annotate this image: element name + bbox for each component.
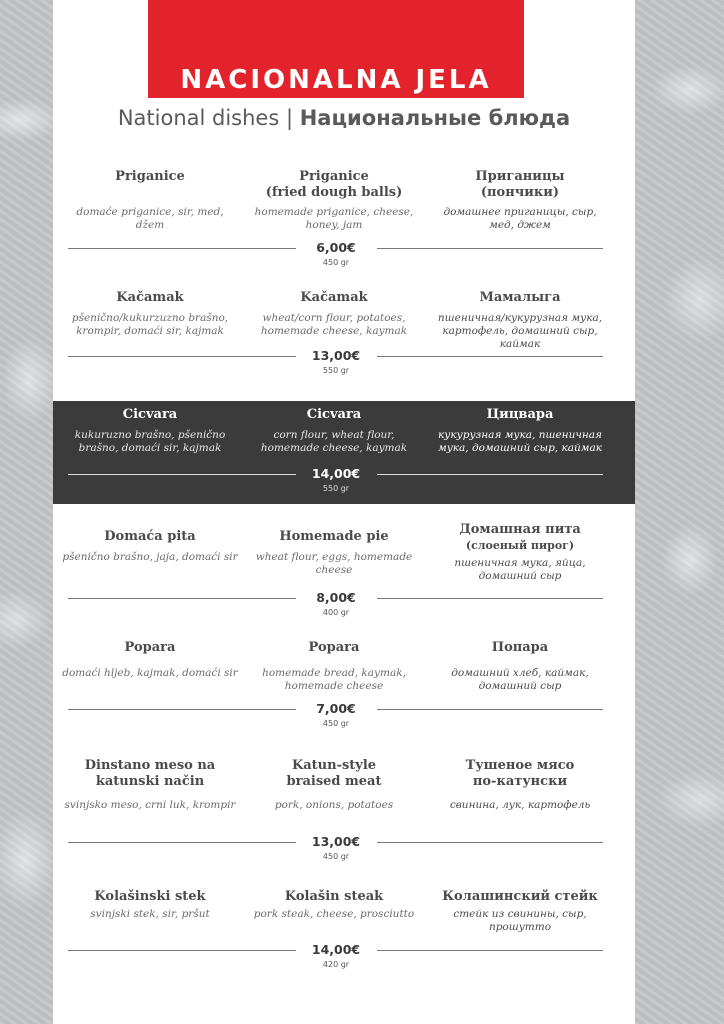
divider-left <box>68 950 296 951</box>
divider-right <box>377 248 603 249</box>
dish-name: Домашная пита <box>459 522 581 537</box>
divider-left <box>68 598 296 599</box>
dish-4-russian <box>432 522 608 583</box>
dish-weight: 400 gr <box>322 608 350 617</box>
divider-left <box>68 842 296 843</box>
dish-price: 13,00€ <box>311 834 361 849</box>
dish-name: Katun-style braised meat <box>286 758 382 789</box>
dish-name: Popara <box>124 640 176 655</box>
dish-5-russian <box>432 640 608 693</box>
dish-name: Cicvara <box>306 407 362 422</box>
dish-5-english <box>246 640 422 693</box>
dish-name: Kolašin steak <box>284 889 384 904</box>
dish-name: Тушеное мясо по-катунски <box>465 758 575 789</box>
dish-description: кукурузная мука, пшеничная мука, домашний сыр, каймак <box>437 429 603 454</box>
dish-description: пшеничная/кукурузная мука, картофель, домашний сыр, каймак <box>437 312 603 350</box>
dish-name: Kačamak <box>300 290 368 305</box>
dish-name: Cicvara <box>122 407 178 422</box>
dish-name: Попара <box>491 640 549 655</box>
dish-3-russian <box>432 407 608 455</box>
dish-name: Мамалыга <box>479 290 561 305</box>
dish-name: Цицвара <box>486 407 554 422</box>
dish-weight: 550 gr <box>322 366 350 375</box>
divider-left <box>68 474 296 475</box>
divider-right <box>377 356 603 357</box>
dish-price: 8,00€ <box>316 590 356 605</box>
dish-price: 7,00€ <box>316 701 356 716</box>
page-title: NACIONALNA JELA <box>180 65 492 95</box>
divider-right <box>377 709 603 710</box>
divider-left <box>68 356 296 357</box>
dish-description: homemade bread, kaymak, homemade cheese <box>262 667 406 692</box>
dish-6-english <box>246 758 422 812</box>
dish-1-russian <box>432 169 608 232</box>
dish-3-montenegrin <box>62 407 238 455</box>
dish-description: домашний хлеб, каймак, домашний сыр <box>451 667 589 692</box>
dish-name: Priganice <box>299 169 369 184</box>
dish-2-english <box>246 290 422 338</box>
divider-left <box>68 709 296 710</box>
subtitle-russian: Национальные блюда <box>299 106 571 130</box>
dish-price: 14,00€ <box>311 942 361 957</box>
dish-7-montenegrin <box>62 889 238 921</box>
dish-4-montenegrin <box>62 529 238 564</box>
dish-4-english <box>246 529 422 577</box>
dish-weight: 550 gr <box>322 484 350 493</box>
dish-price: 14,00€ <box>311 466 361 481</box>
dish-name: Колашинский стейк <box>442 889 598 904</box>
dish-name: Приганицы <box>475 169 565 184</box>
dish-7-russian <box>432 889 608 934</box>
dish-description: wheat/corn flour, potatoes, homemade cheese, kaymak <box>260 312 408 337</box>
dish-weight: 450 gr <box>322 852 350 861</box>
dish-name: Dinstano meso na katunski način <box>84 758 216 789</box>
dish-7-english <box>246 889 422 921</box>
divider-right <box>377 474 603 475</box>
dish-name: Kačamak <box>116 290 184 305</box>
dish-description: пшеничная мука, яйца, домашний сыр <box>454 557 586 582</box>
subtitle-english: National dishes | <box>117 106 294 130</box>
dish-name: Kolašinski stek <box>94 889 206 904</box>
dish-name: Popara <box>308 640 360 655</box>
dish-description: pšenično/kukurzuzno brašno, krompir, domaći sir, kajmak <box>71 312 229 337</box>
divider-right <box>377 950 603 951</box>
dish-description: pork steak, cheese, prosciutto <box>253 908 415 920</box>
dish-description: svinjsko meso, crni luk, krompir <box>64 799 236 811</box>
dish-name: Domaća pita <box>104 529 196 544</box>
dish-2-russian <box>432 290 608 351</box>
dish-price: 13,00€ <box>311 348 361 363</box>
dish-weight: 450 gr <box>322 258 350 267</box>
menu-page <box>53 0 635 1024</box>
dish-price: 6,00€ <box>316 240 356 255</box>
dish-2-montenegrin <box>62 290 238 338</box>
divider-right <box>377 598 603 599</box>
dish-6-russian <box>432 758 608 812</box>
dish-subname: (слоеный пирог) <box>465 539 575 552</box>
dish-description: домашнее приганицы, сыр, мед, джем <box>443 206 597 231</box>
dish-name: Priganice <box>115 169 185 184</box>
dish-description: domaći hljeb, kajmak, domaći sir <box>62 667 238 679</box>
dish-subname: (пончики) <box>480 185 560 200</box>
dish-6-montenegrin <box>62 758 238 812</box>
dish-description: kukuruzno brašno, pšenično brašno, domaći sir, kajmak <box>74 429 226 454</box>
dish-description: wheat flour, eggs, homemade cheese <box>255 551 413 576</box>
dish-description: pork, onions, potatoes <box>274 799 394 811</box>
dish-1-montenegrin <box>62 169 238 232</box>
divider-left <box>68 248 296 249</box>
dish-description: свинина, лук, картофель <box>449 799 591 811</box>
dish-weight: 420 gr <box>322 960 350 969</box>
divider-right <box>377 842 603 843</box>
dish-1-english <box>246 169 422 232</box>
dish-description: стейк из свинины, сыр, прошутто <box>453 908 587 933</box>
dish-description: corn flour, wheat flour, homemade cheese, kaymak <box>260 429 408 454</box>
dish-3-english <box>246 407 422 455</box>
dish-subname: (fried dough balls) <box>265 185 403 200</box>
page-subtitle <box>53 106 635 130</box>
dish-name: Homemade pie <box>279 529 389 544</box>
dish-description: svinjski stek, sir, pršut <box>90 908 210 920</box>
dish-description: domaće priganice, sir, med, džem <box>76 206 224 231</box>
dish-description: homemade priganice, cheese, honey, jam <box>254 206 414 231</box>
dish-description: pšenično brašno, jaja, domaći sir <box>62 551 238 563</box>
dish-weight: 450 gr <box>322 719 350 728</box>
dish-5-montenegrin <box>62 640 238 680</box>
